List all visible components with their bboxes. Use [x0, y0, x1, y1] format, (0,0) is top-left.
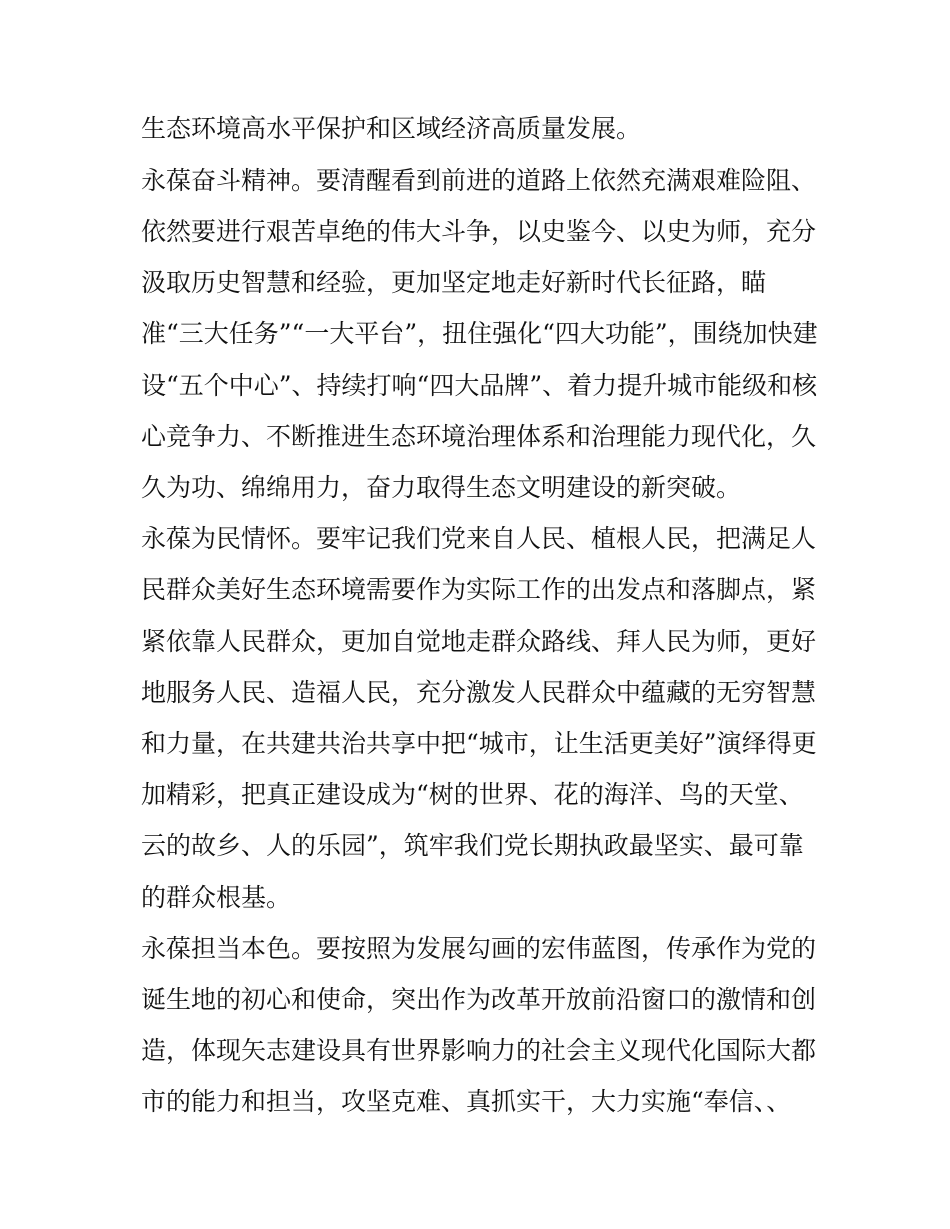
text-line-4: 汲取历史智慧和经验，更加坚定地走好新时代长征路，瞄 — [141, 268, 767, 297]
text-line-10: 民群众美好生态环境需要作为实际工作的出发点和落脚点，紧 — [141, 575, 817, 604]
text-line-13: 和力量，在共建共治共享中把“城市，让生活更美好”演绎得更 — [141, 729, 817, 758]
text-line-20: 市的能力和担当，攻坚克难、真抓实干，大力实施“奉信、、 — [141, 1087, 792, 1116]
text-line-1: 生态环境高水平保护和区域经济高质量发展。 — [141, 114, 642, 143]
text-line-19: 造，体现矢志建设具有世界影响力的社会主义现代化国际大都 — [141, 1036, 817, 1065]
text-line-8: 久为功、绵绵用力，奋力取得生态文明建设的新突破。 — [141, 473, 742, 502]
text-line-14: 加精彩，把真正建设成为“树的世界、花的海洋、鸟的天堂、 — [141, 780, 804, 809]
text-line-17: 永葆担当本色。要按照为发展勾画的宏伟蓝图，传承作为党的 — [141, 934, 817, 963]
text-line-3: 依然要进行艰苦卓绝的伟大斗争，以史鉴今、以史为师，充分 — [141, 217, 817, 246]
text-line-6: 设“五个中心”、持续打响“四大品牌”、着力提升城市能级和核 — [141, 371, 818, 400]
text-line-12: 地服务人民、造福人民，充分激发人民群众中蕴藏的无穷智慧 — [141, 678, 817, 707]
text-line-11: 紧依靠人民群众，更加自觉地走群众路线、拜人民为师，更好 — [141, 627, 817, 656]
text-line-18: 诞生地的初心和使命，突出作为改革开放前沿窗口的激情和创 — [141, 985, 817, 1014]
text-line-16: 的群众根基。 — [141, 883, 292, 912]
text-line-9: 永葆为民情怀。要牢记我们党来自人民、植根人民，把满足人 — [141, 524, 817, 553]
text-line-2: 永葆奋斗精神。要清醒看到前进的道路上依然充满艰难险阻、 — [141, 166, 817, 195]
text-line-15: 云的故乡、人的乐园”，筑牢我们党长期执政最坚实、最可靠 — [141, 831, 804, 860]
text-line-5: 准“三大任务”“一大平台”，扭住强化“四大功能”，围绕加快建 — [141, 319, 818, 348]
text-line-7: 心竞争力、不断推进生态环境治理体系和治理能力现代化，久 — [141, 422, 817, 451]
